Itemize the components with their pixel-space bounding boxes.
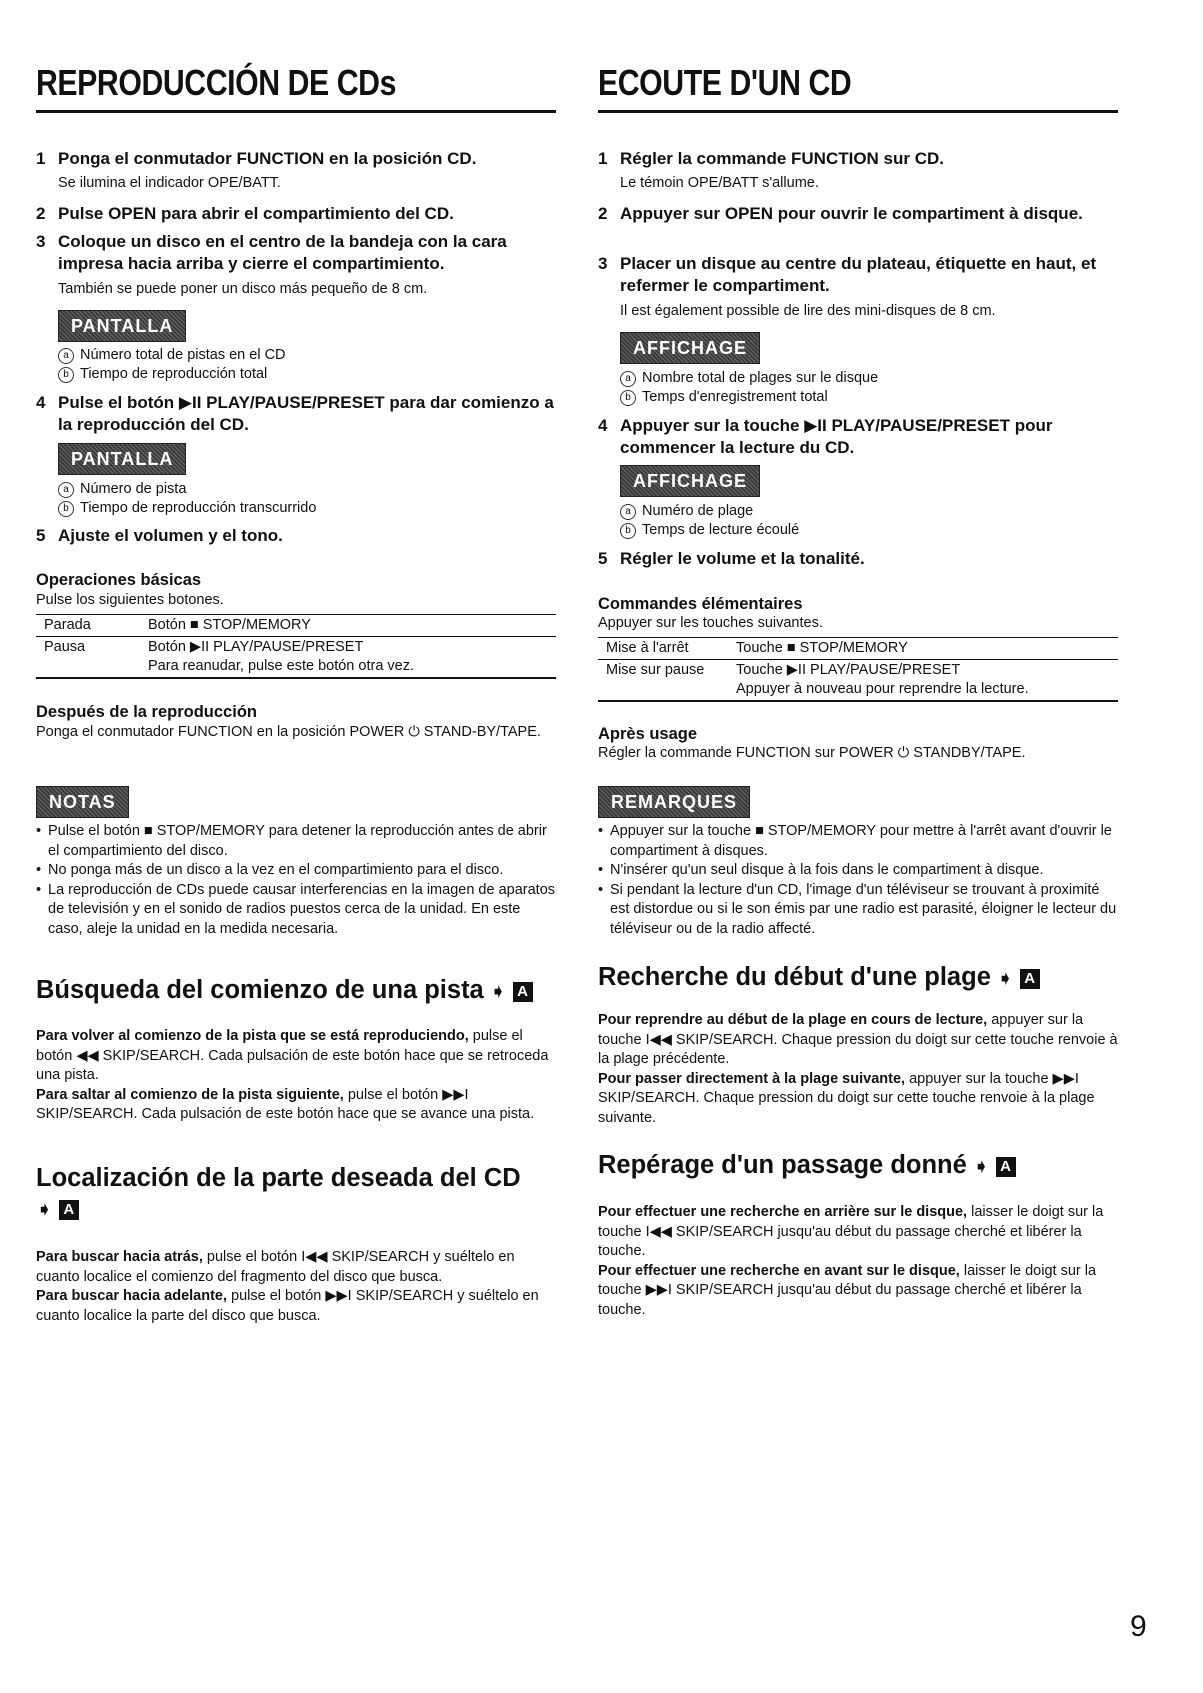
search-track-heading: Búsqueda del comienzo de una pista ➧ A bbox=[36, 975, 533, 1007]
search-track-heading: Recherche du début d'une plage ➧ A bbox=[598, 962, 1040, 994]
ref-a-icon: A bbox=[1020, 969, 1040, 989]
table-row: Mise à l'arrêt Touche ■ STOP/MEMORY bbox=[598, 638, 1118, 660]
remarks-badge: REMARQUES bbox=[598, 786, 750, 818]
basic-ops-table bbox=[36, 614, 556, 679]
page-title-fr: ECOUTE D'UN CD bbox=[598, 62, 852, 103]
step-1-note: Le témoin OPE/BATT s'allume. bbox=[620, 175, 819, 191]
search-track-text: Para volver al comienzo de la pista que se está reproduciendo, pulse el botón ◀◀ SKIP/SEARCH. Cada pulsación de este botón hace que se retroceda una pista. Para saltar al comienzo de la pista siguiente, pulse el botón ▶▶I SKIP/SEARCH. Cada pulsación de este botón hace que se avance una pista. bbox=[36, 1028, 549, 1122]
list-item: • N'insérer qu'un seul disque à la fois dans le compartiment à disque. bbox=[598, 861, 1118, 881]
list-item: • Si pendant la lecture d'un CD, l'image d'un téléviseur se trouvant à proximité est distordue ou si le son émis par une radio est parasité, éloigner le lecteur du téléviseur ou de la radio affecté. bbox=[598, 881, 1118, 940]
step-3-note: También se puede poner un disco más pequeño de 8 cm. bbox=[58, 281, 428, 297]
basic-ops-table bbox=[598, 637, 1118, 702]
basic-ops-heading: Commandes élémentaires bbox=[598, 595, 803, 613]
page-number: 9 bbox=[1130, 1610, 1147, 1643]
table-row: Mise sur pause Touche ▶II PLAY/PAUSE/PRESET Appuyer à nouveau pour reprendre la lecture. bbox=[606, 662, 1029, 697]
display-item-a: a Numéro de plage bbox=[620, 502, 753, 521]
table-row: Parada Botón ■ STOP/MEMORY bbox=[36, 615, 556, 637]
basic-ops-intro: Pulse los siguientes botones. bbox=[36, 592, 224, 608]
after-use-heading: Après usage bbox=[598, 725, 698, 743]
after-play-text: Ponga el conmutador FUNCTION en la posición POWER ⏻ STAND-BY/TAPE. bbox=[36, 724, 541, 740]
locate-part-text: Para buscar hacia atrás, pulse el botón I◀◀ SKIP/SEARCH y suéltelo en cuanto localice el comienzo del fragmento del disco que busca. Para buscar hacia adelante, pulse el botón ▶▶I SKIP/SEARCH y suéltelo en cuanto localice la parte del disco que busca. bbox=[36, 1249, 539, 1324]
page-title-es: REPRODUCCIÓN DE CDs bbox=[36, 62, 396, 103]
title-rule bbox=[36, 110, 556, 113]
after-play-heading: Después de la reproducción bbox=[36, 703, 257, 721]
title-rule bbox=[598, 110, 1118, 113]
after-use-text: Régler la commande FUNCTION sur POWER ⏻ STANDBY/TAPE. bbox=[598, 745, 1026, 761]
basic-ops-heading: Operaciones básicas bbox=[36, 571, 202, 589]
display-item-b: b Tiempo de reproducción transcurrido bbox=[58, 499, 316, 518]
display-item-a: a Número de pista bbox=[58, 480, 186, 499]
display-badge: AFFICHAGE bbox=[620, 332, 760, 364]
display-badge: PANTALLA bbox=[58, 443, 186, 475]
notes-badge: NOTAS bbox=[36, 786, 129, 818]
list-item: • No ponga más de un disco a la vez en el compartimiento para el disco. bbox=[36, 861, 556, 881]
list-item: • La reproducción de CDs puede causar interferencias en la imagen de aparatos de televisión y en el sonido de radios puestos cerca de la unidad. En este caso, aleje la unidad en la medida necesaria. bbox=[36, 881, 556, 940]
display-item-b: b Tiempo de reproducción total bbox=[58, 365, 267, 384]
ref-a-icon: A bbox=[59, 1200, 79, 1220]
list-item: • Appuyer sur la touche ■ STOP/MEMORY pour mettre à l'arrêt avant d'ouvrir le compartiment à disques. bbox=[598, 822, 1118, 861]
locate-part-heading: Localización de la parte deseada del CD ➧ A bbox=[36, 1164, 521, 1221]
table-row: Pausa Botón ▶II PLAY/PAUSE/PRESET Para reanudar, pulse este botón otra vez. bbox=[44, 639, 415, 674]
locate-passage-heading: Repérage d'un passage donné ➧ A bbox=[598, 1150, 1016, 1182]
display-item-b: b Temps de lecture écoulé bbox=[620, 521, 799, 540]
basic-ops-intro: Appuyer sur les touches suivantes. bbox=[598, 615, 823, 631]
locate-passage-text: Pour effectuer une recherche en arrière sur le disque, laisser le doigt sur la touche I◀◀ SKIP/SEARCH jusqu'au début du passage cherché et libérer la touche. Pour effectuer une recherche en avant sur le disque, laisser le doigt sur la touche ▶▶I SKIP/SEARCH jusqu'au début du passage cherché et libérer la touche. bbox=[598, 1204, 1104, 1318]
notes-list bbox=[36, 822, 556, 939]
step-1-note: Se ilumina el indicador OPE/BATT. bbox=[58, 175, 281, 191]
remarks-list bbox=[598, 822, 1118, 939]
display-badge: PANTALLA bbox=[58, 310, 186, 342]
ref-a-icon: A bbox=[513, 982, 533, 1002]
display-item-b: b Temps d'enregistrement total bbox=[620, 388, 828, 407]
ref-a-icon: A bbox=[996, 1157, 1016, 1177]
display-item-a: a Nombre total de plages sur le disque bbox=[620, 369, 878, 388]
display-badge: AFFICHAGE bbox=[620, 465, 760, 497]
search-track-text: Pour reprendre au début de la plage en cours de lecture, appuyer sur la touche I◀◀ SKIP/SEARCH. Chaque pression du doigt sur cette touche renvoie à la plage précédente. Pour passer directement à la plage suivante, appuyer sur la touche ▶▶I SKIP/SEARCH. Chaque pression du doigt sur cette touche renvoie à la plage suivante. bbox=[598, 1012, 1118, 1126]
display-item-a: a Número total de pistas en el CD bbox=[58, 346, 286, 365]
step-3-note: Il est également possible de lire des mini-disques de 8 cm. bbox=[620, 303, 996, 319]
list-item: • Pulse el botón ■ STOP/MEMORY para detener la reproducción antes de abrir el compartimiento del disco. bbox=[36, 822, 556, 861]
